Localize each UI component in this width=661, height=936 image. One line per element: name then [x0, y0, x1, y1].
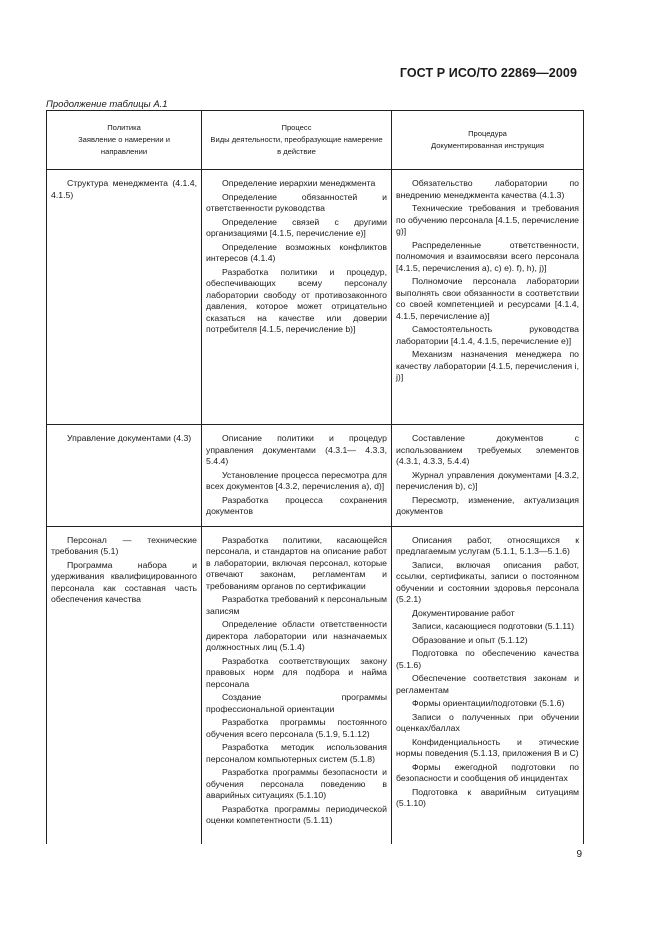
procedure-paragraph: Формы ежегодной подготовки по безопасности и сообщения об инцидентах [396, 761, 579, 783]
procedure-paragraph: Формы ориентации/подготовки (5.1.6) [412, 698, 565, 708]
process-cell [202, 425, 392, 527]
process-paragraph: Разработка политики и процедур, обеспечивающих всему персоналу лаборатории свободу от противозаконного давления, которое может отрицательно сказаться на качестве или доверии потребителя [4.1.5, перечисление b)] [206, 266, 387, 334]
policy-paragraph: Структура менеджмента (4.1.4, 4.1.5) [51, 178, 197, 200]
table-continuation-label: Продолжение таблицы А.1 [46, 99, 168, 110]
process-cell [202, 170, 392, 425]
procedure-paragraph: Подготовка к аварийным ситуациям (5.1.10) [396, 786, 579, 808]
procedure-paragraph: Механизм назначения менеджера по качеству лаборатории [4.1.5, перечисления i, j)] [396, 349, 579, 382]
process-paragraph: Создание программы профессиональной ориентации [206, 692, 387, 714]
procedure-paragraph: Технические требования и требования по обучению персонала [4.1.5, перечисление g)] [396, 203, 580, 236]
procedure-paragraph: Журнал управления документами [4.3.2, перечисления b), c)] [396, 469, 579, 491]
procedure-paragraph: Пересмотр, изменение, актуализация документов [396, 494, 579, 516]
procedure-paragraph: Записи, касающиеся подготовки (5.1.11) [412, 621, 575, 631]
procedure-paragraph: Записи, включая описания работ, ссылки, сертификаты, записи о постоянном обучении и состоянии здоровья персонала (5.2.1) [396, 559, 579, 604]
process-paragraph: Определение обязанностей и ответственности руководства [206, 191, 387, 213]
policy-cell [47, 526, 202, 844]
process-paragraph: Разработка политики, касающейся персонала, и стандартов на описание работ в лаборатории, включая персонал, которые отвечают законам, регламентам и требованиям органов по сертификации [206, 534, 387, 591]
procedure-paragraph: Распределенные ответственности, полномочия и взаимосвязи всего персонала [4.1.5, перечисления а), c) e). f), h), j)] [396, 239, 579, 273]
process-paragraph: Определение связей с другими организациями [4.1.5, перечисление е)] [206, 216, 387, 238]
header-policy-text: Политика Заявление о намерении и направлении [78, 123, 170, 156]
table-row [47, 170, 584, 425]
policy-paragraph: Управление документами (4.3) [67, 433, 192, 443]
header-procedure-text: Процедура Документированная инструкция [430, 129, 545, 150]
process-paragraph: Разработка программы постоянного обучения всего персонала (5.1.9, 5.1.12) [206, 717, 387, 739]
process-paragraph: Установление процесса пересмотра для всех документов [4.3.2, перечисления а), d)] [206, 469, 387, 491]
procedure-paragraph: Документирование работ [412, 607, 515, 618]
procedure-paragraph: Обязательство лаборатории по внедрению менеджмента качества (4.1.3) [396, 178, 579, 200]
process-paragraph: Разработка требований к персональным записям [206, 594, 387, 616]
policy-paragraph: Персонал — технические требования (5.1) [51, 534, 197, 556]
policy-cell [47, 425, 202, 527]
procedure-paragraph: Составление документов с использованием требуемых элементов (4.3.1, 4.3.3, 5.4.4) [396, 433, 579, 466]
process-paragraph: Разработка процесса сохранения документов [206, 494, 387, 516]
requirements-table [46, 110, 584, 844]
procedure-paragraph: Образование и опыт (5.1.12) [412, 634, 528, 645]
process-paragraph: Определение иерархии менеджмента [222, 178, 376, 188]
procedure-paragraph: Обеспечение соответствия законам и регламентам [396, 673, 579, 695]
header-procedure [392, 111, 584, 170]
procedure-cell [392, 170, 584, 425]
procedure-paragraph: Полномочие персонала лаборатории выполнять свои обязанности в соответствии со своей компетенцией и ресурсами [4.1.4, 4.1.5, перечисление а)] [396, 276, 579, 321]
process-paragraph: Разработка программы периодической оценки компетентности (5.1.11) [206, 803, 387, 825]
procedure-paragraph: Конфиденциальность и этические нормы поведения (5.1.13, приложения В и С) [396, 736, 579, 758]
procedure-cell [392, 526, 584, 844]
procedure-cell [392, 425, 584, 527]
process-paragraph: Определение области ответственности директора лаборатории или назначаемых должностных лиц (5.1.4) [206, 619, 387, 652]
process-paragraph: Разработка программы безопасности и обучения персонала поведению в аварийных ситуациях (5.1.10) [206, 767, 387, 800]
process-cell [202, 526, 392, 844]
header-policy [47, 111, 202, 170]
table-header-row [47, 111, 584, 170]
header-process [202, 111, 392, 170]
header-process-text: Процесс Виды деятельности, преобразующие намерение в действие [210, 123, 383, 156]
procedure-paragraph: Подготовка по обеспечению качества (5.1.6) [396, 648, 579, 670]
table-row [47, 526, 584, 844]
procedure-paragraph: Самостоятельность руководства лаборатории [4.1.4, 4.1.5, перечисление е)] [396, 324, 579, 346]
table-row [47, 425, 584, 527]
document-code: ГОСТ Р ИСО/ТО 22869—2009 [399, 66, 577, 80]
procedure-paragraph: Записи о полученных при обучении оценках/баллах [396, 711, 579, 733]
process-paragraph: Разработка соответствующих закону правовых норм для подбора и найма персонала [206, 655, 387, 689]
policy-cell [47, 170, 202, 425]
procedure-paragraph: Описания работ, относящихся к предлагаемым услугам (5.1.1, 5.1.3—5.1.6) [396, 534, 579, 556]
page-number: 9 [576, 849, 582, 860]
process-paragraph: Описание политики и процедур управления документами (4.3.1— 4.3.3, 5.4.4) [206, 433, 387, 466]
process-paragraph: Разработка методик использования персоналом компьютерных систем (5.1.8) [206, 742, 387, 764]
policy-paragraph: Программа набора и удерживания квалифицированного персонала как составная часть обеспечения качества [51, 559, 197, 604]
process-paragraph: Определение возможных конфликтов интересов (4.1.4) [206, 241, 387, 263]
